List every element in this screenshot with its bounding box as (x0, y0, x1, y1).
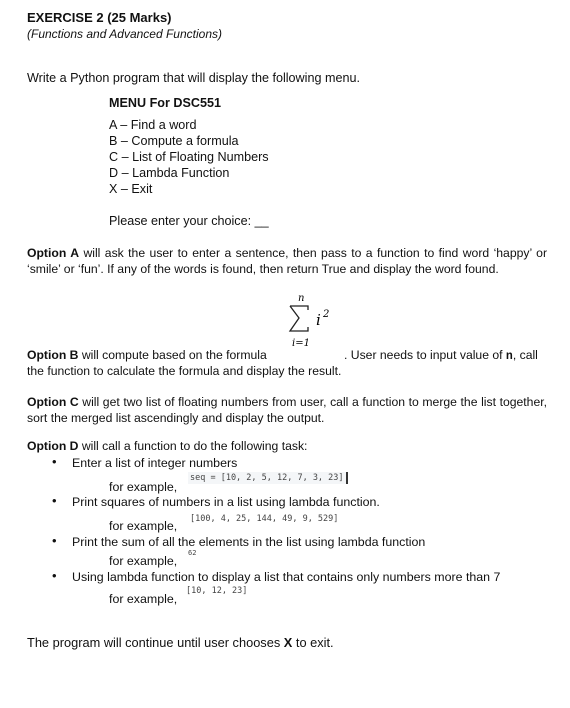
formula-lower-limit: i=1 (292, 338, 310, 349)
option-d-label: Option D (27, 439, 79, 453)
bullet-4-text: Using lambda function to display a list that contains only numbers more than 7 (72, 570, 501, 584)
bullet-1-text: Enter a list of integer numbers (72, 456, 238, 470)
closing-text (27, 635, 334, 650)
for-example-4: for example, (109, 592, 178, 606)
menu-item-a: A – Find a word (109, 118, 197, 132)
bullet-2-text: Print squares of numbers in a list using lambda function. (72, 495, 380, 509)
intro-text: Write a Python program that will display the following menu. (27, 71, 360, 85)
option-c-paragraph (27, 395, 547, 426)
closing-before: The program will continue until user chooses (27, 635, 284, 650)
option-d-text: will call a function to do the following task: (78, 439, 308, 453)
menu-item-c: C – List of Floating Numbers (109, 150, 269, 164)
option-d-intro (27, 439, 307, 453)
option-b-line2: the function to calculate the formula and display the result. (27, 364, 342, 378)
option-a-paragraph (27, 246, 547, 277)
bullet-dot: • (52, 568, 57, 583)
option-a-text: will ask the user to enter a sentence, then pass to a function to find word ‘happy’ or ‘smile’ or ‘fun’. If any of the words is found, then return True and display the word found. (27, 246, 547, 276)
option-b-label: Option B (27, 348, 79, 362)
option-b-text-before: will compute based on the formula (78, 348, 267, 362)
closing-after: to exit. (292, 635, 334, 650)
example-filtered-code: [10, 12, 23] (186, 586, 248, 596)
bullet-dot: • (52, 533, 57, 548)
closing-key: X (283, 635, 293, 650)
option-c-text: will get two list of floating numbers from user, call a function to merge the list together, sort the merged list ascendingly and display the output. (27, 395, 548, 425)
for-example-2: for example, (109, 519, 178, 533)
example-seq-text: seq = [10, 2, 5, 12, 7, 3, 23] (190, 473, 344, 483)
bullet-3-text: Print the sum of all the elements in the list using lambda function (72, 535, 426, 549)
exercise-subtitle: (Functions and Advanced Functions) (27, 27, 222, 41)
example-squares-code: [100, 4, 25, 144, 49, 9, 529] (190, 514, 339, 524)
example-sum-code: 62 (188, 549, 197, 557)
menu-item-x: X – Exit (109, 182, 153, 196)
formula-upper-limit: n (298, 293, 305, 304)
sigma-symbol (290, 306, 308, 331)
formula-term: i (316, 311, 321, 329)
option-b-text-end: , call (512, 348, 538, 362)
formula-power: 2 (323, 309, 330, 320)
menu-heading: MENU For DSC551 (109, 96, 221, 110)
option-b-var: n (505, 350, 513, 363)
for-example-3: for example, (109, 554, 178, 568)
summation-formula (284, 288, 346, 350)
menu-prompt: Please enter your choice: __ (109, 214, 269, 228)
bullet-dot: • (52, 493, 57, 508)
option-a-label: Option A (27, 246, 80, 260)
menu-item-b: B – Compute a formula (109, 134, 239, 148)
option-c-label: Option C (27, 395, 79, 409)
bullet-dot: • (52, 454, 57, 469)
for-example-1: for example, (109, 480, 178, 494)
option-b-line1 (27, 348, 267, 362)
option-b-text-after: . User needs to input value of (344, 348, 506, 362)
example-seq-code (188, 472, 348, 484)
option-b-line1-right (344, 348, 538, 363)
exercise-title: EXERCISE 2 (25 Marks) (27, 10, 172, 25)
menu-item-d: D – Lambda Function (109, 166, 230, 180)
